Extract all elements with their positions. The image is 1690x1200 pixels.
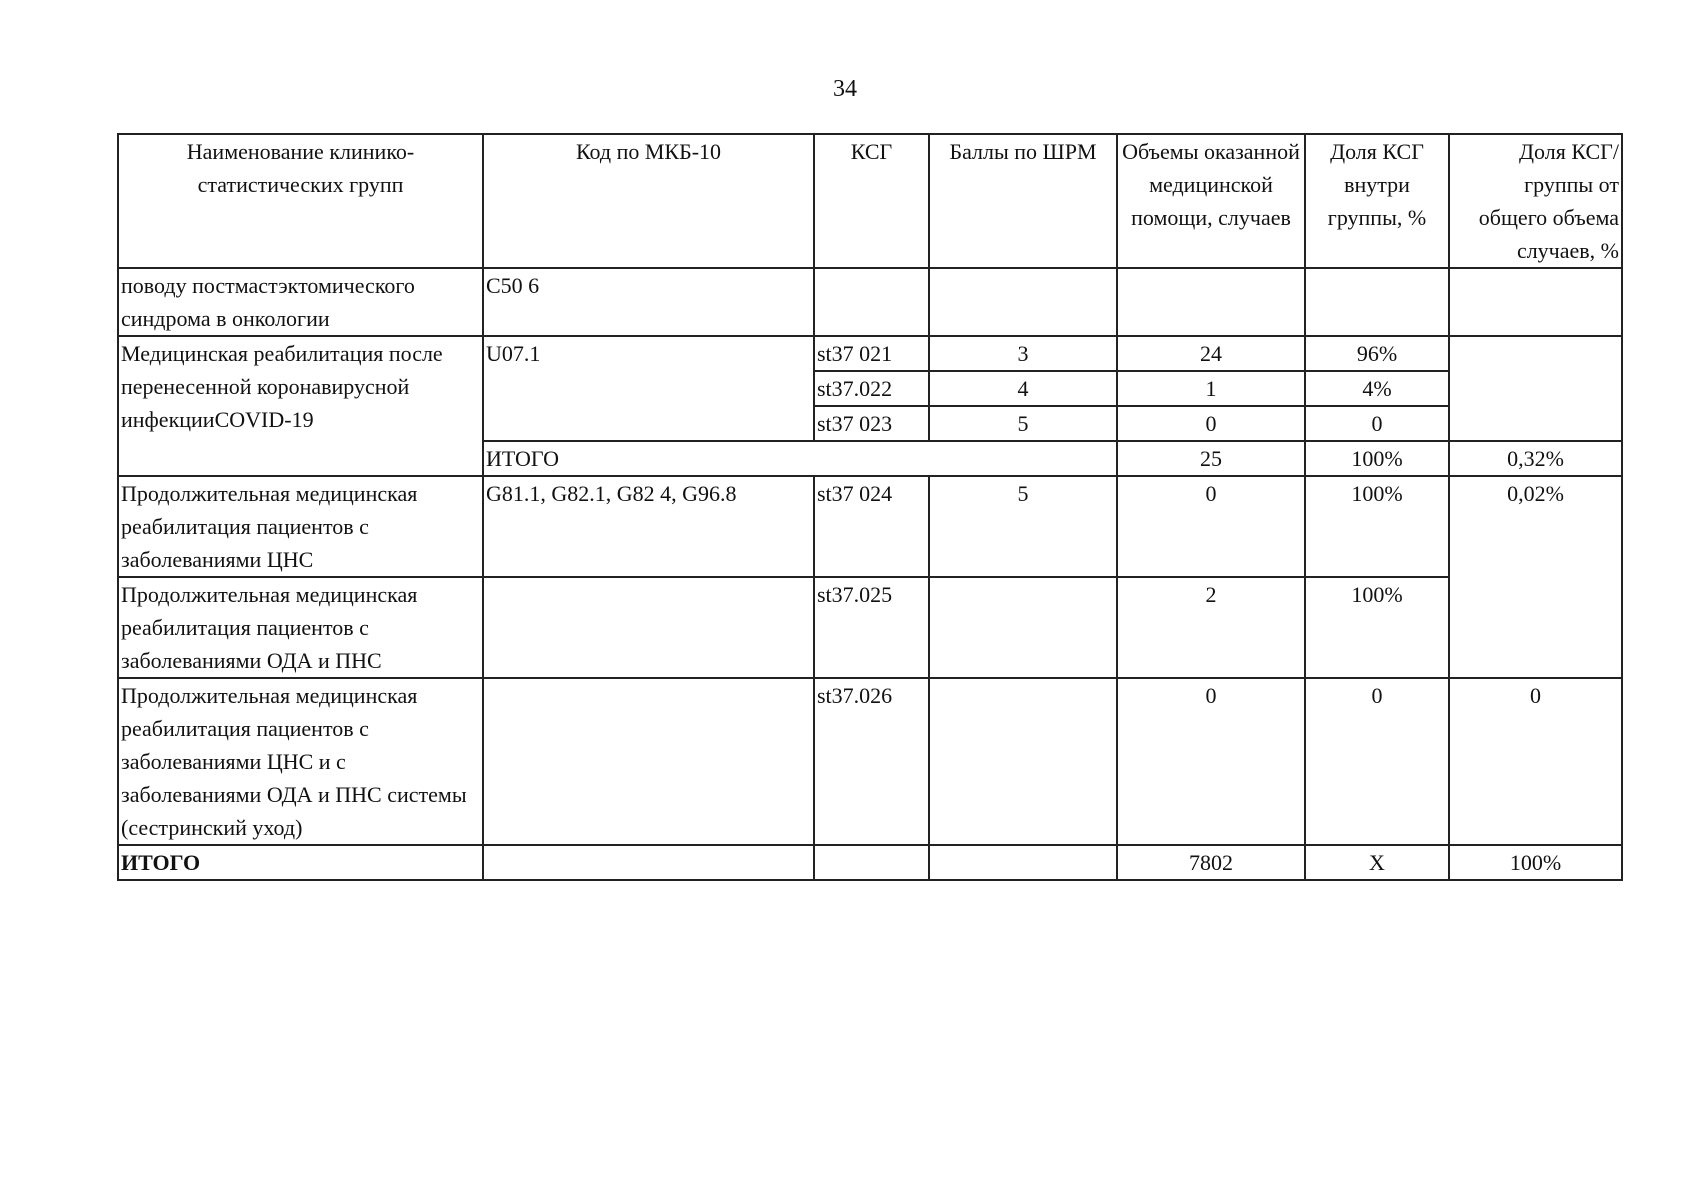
row-volume xyxy=(1117,268,1305,336)
row-score xyxy=(929,678,1117,845)
row-volume: 0 xyxy=(1117,476,1305,577)
row-ksg: st37.025 xyxy=(814,577,929,678)
row-name: Медицинская реабилитация после перенесенной коронавирусной инфекцииCOVID-19 xyxy=(118,336,483,476)
row-volume: 0 xyxy=(1117,678,1305,845)
row-score xyxy=(929,268,1117,336)
data-table xyxy=(117,133,1623,881)
header-row xyxy=(118,134,1622,268)
row-share-total: 0,02% xyxy=(1449,476,1622,678)
row-volume: 2 xyxy=(1117,577,1305,678)
row-mkb xyxy=(483,678,814,845)
row-ksg xyxy=(814,268,929,336)
row-share-total: 0 xyxy=(1449,678,1622,845)
table-row xyxy=(118,577,1622,678)
header-ksg: КСГ xyxy=(814,134,929,268)
page-number: 34 xyxy=(833,76,857,102)
total-score xyxy=(929,845,1117,880)
subtotal-share-total: 0,32% xyxy=(1449,441,1622,476)
header-volume: Объемы оказанной медицинской помощи, случаев xyxy=(1117,134,1305,268)
row-score: 5 xyxy=(929,406,1117,441)
row-ksg: st37.022 xyxy=(814,371,929,406)
row-share-total xyxy=(1449,336,1622,441)
row-score: 5 xyxy=(929,476,1117,577)
total-row xyxy=(118,845,1622,880)
row-name: Продолжительная медицинская реабилитация пациентов с заболеваниями ЦНС xyxy=(118,476,483,577)
row-score: 4 xyxy=(929,371,1117,406)
row-volume: 0 xyxy=(1117,406,1305,441)
table-row xyxy=(118,476,1622,577)
row-volume: 24 xyxy=(1117,336,1305,371)
total-ksg xyxy=(814,845,929,880)
header-score: Баллы по ШРМ xyxy=(929,134,1117,268)
table-row xyxy=(118,678,1622,845)
row-share: 96% xyxy=(1305,336,1449,371)
header-share-in-group: Доля КСГ внутри группы, % xyxy=(1305,134,1449,268)
row-volume: 1 xyxy=(1117,371,1305,406)
row-ksg: st37.026 xyxy=(814,678,929,845)
table-row xyxy=(118,336,1622,371)
row-mkb: C50 6 xyxy=(483,268,814,336)
row-ksg: st37 021 xyxy=(814,336,929,371)
row-score: 3 xyxy=(929,336,1117,371)
row-share-total xyxy=(1449,268,1622,336)
row-share: 0 xyxy=(1305,406,1449,441)
row-ksg: st37 024 xyxy=(814,476,929,577)
subtotal-share: 100% xyxy=(1305,441,1449,476)
row-share xyxy=(1305,268,1449,336)
row-share: 0 xyxy=(1305,678,1449,845)
row-name: поводу постмастэктомического синдрома в онкологии xyxy=(118,268,483,336)
row-mkb: G81.1, G82.1, G82 4, G96.8 xyxy=(483,476,814,577)
header-mkb: Код по МКБ-10 xyxy=(483,134,814,268)
row-ksg: st37 023 xyxy=(814,406,929,441)
row-share: 100% xyxy=(1305,476,1449,577)
total-label: ИТОГО xyxy=(118,845,483,880)
row-score xyxy=(929,577,1117,678)
total-volume: 7802 xyxy=(1117,845,1305,880)
header-name: Наименование клинико-статистических групп xyxy=(118,134,483,268)
row-mkb xyxy=(483,577,814,678)
total-share-total: 100% xyxy=(1449,845,1622,880)
row-share: 4% xyxy=(1305,371,1449,406)
row-share: 100% xyxy=(1305,577,1449,678)
subtotal-label: ИТОГО xyxy=(483,441,1117,476)
total-mkb xyxy=(483,845,814,880)
row-mkb: U07.1 xyxy=(483,336,814,441)
table-row xyxy=(118,268,1622,336)
row-name: Продолжительная медицинская реабилитация пациентов с заболеваниями ЦНС и с заболеваниями ОДА и ПНС системы (сестринский уход) xyxy=(118,678,483,845)
header-share-total: Доля КСГ/группы от общего объема случаев, % xyxy=(1449,134,1622,268)
subtotal-volume: 25 xyxy=(1117,441,1305,476)
row-name: Продолжительная медицинская реабилитация пациентов с заболеваниями ОДА и ПНС xyxy=(118,577,483,678)
total-share: X xyxy=(1305,845,1449,880)
